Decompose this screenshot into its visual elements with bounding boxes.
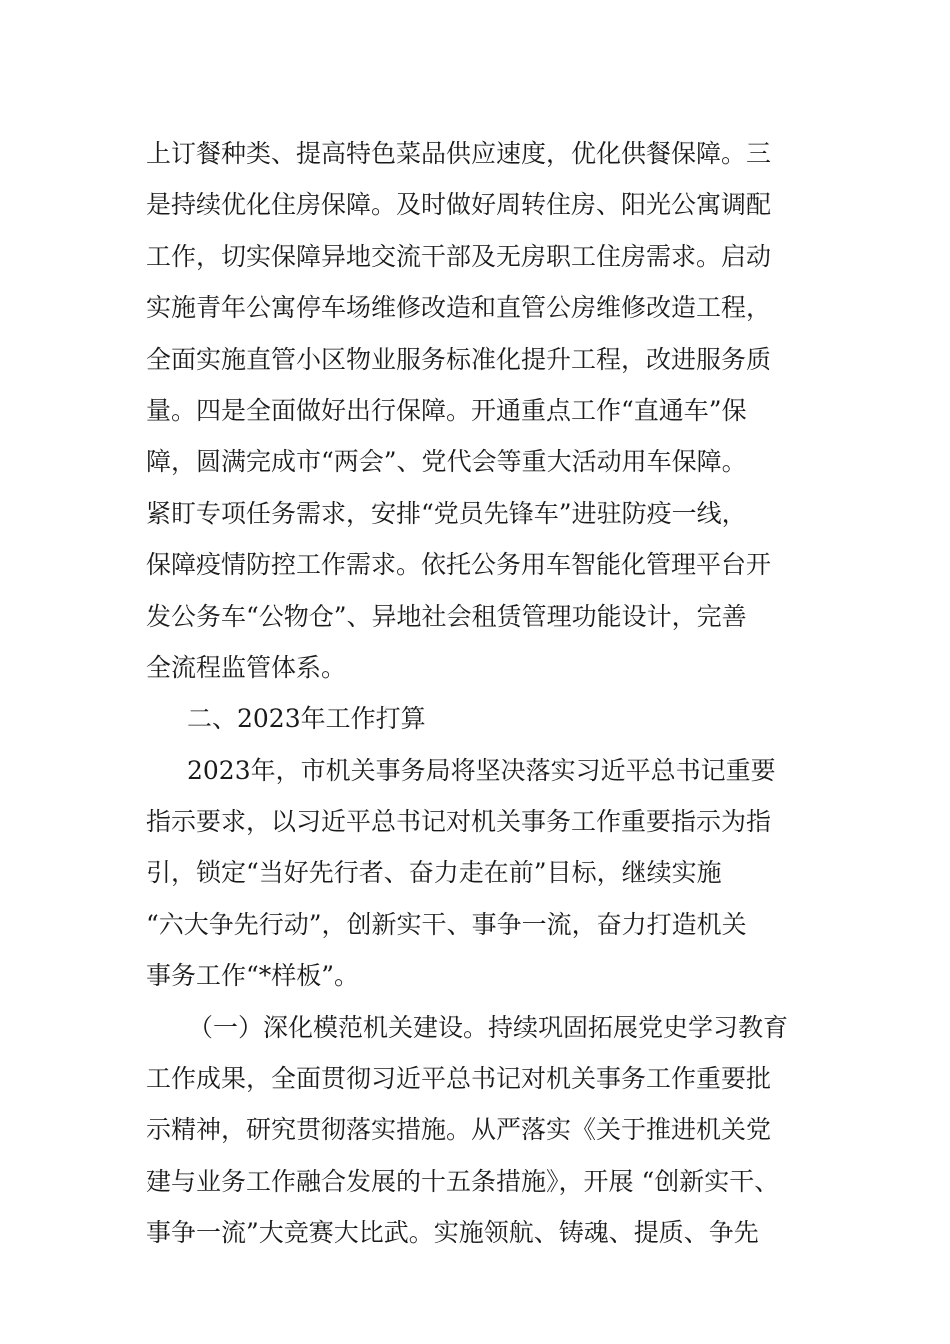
subsection-first-line: （一）深化模范机关建设。持续巩固拓展党史学习教育 (188, 1012, 789, 1042)
text-line: 示精神，研究贯彻落实措施。从严落实《关于推进机关党 (146, 1115, 772, 1145)
text-line: 工作成果，全面贯彻习近平总书记对机关事务工作重要批 (146, 1064, 772, 1094)
text-line: 全面实施直管小区物业服务标准化提升工程，改进服务质 (146, 344, 772, 374)
text-line: 建与业务工作融合发展的十五条措施》，开展 “创新实干、 (146, 1166, 780, 1196)
text-line: 是持续优化住房保障。及时做好周转住房、阳光公寓调配 (146, 190, 772, 220)
text-line: “六大争先行动”，创新实干、事争一流，奋力打造机关 (146, 909, 747, 939)
text-line: 障，圆满完成市“两会”、党代会等重大活动用车保障。 (146, 447, 747, 477)
text-line: 事务工作“*样板”。 (146, 961, 360, 991)
text-line: 引，锁定“当好先行者、奋力走在前”目标，继续实施 (146, 858, 722, 888)
text-line: 全流程监管体系。 (146, 652, 347, 682)
text-line: 上订餐种类、提高特色菜品供应速度，优化供餐保障。三 (146, 139, 772, 168)
text-line: 实施青年公寓停车场维修改造和直管公房维修改造工程， (146, 293, 772, 323)
document-body (146, 128, 816, 1259)
text-line: 工作，切实保障异地交流干部及无房职工住房需求。启动 (146, 241, 772, 271)
text-line: 发公务车“公物仓”、异地社会租赁管理功能设计，完善 (146, 601, 747, 631)
text-line: 量。四是全面做好出行保障。开通重点工作“直通车”保 (146, 395, 747, 425)
section-heading: 二、2023年工作打算 (187, 704, 426, 734)
paragraph-first-line: 2023年，市机关事务局将坚决落实习近平总书记重要 (187, 755, 776, 785)
text-line: 事争一流”大竞赛大比武。实施领航、铸魂、提质、争先 (146, 1218, 759, 1248)
text-line: 保障疫情防控工作需求。依托公务用车智能化管理平台开 (146, 550, 772, 580)
text-line: 指示要求，以习近平总书记对机关事务工作重要指示为指 (146, 807, 772, 837)
text-line: 紧盯专项任务需求，安排“党员先锋车”进驻防疫一线， (146, 498, 747, 528)
